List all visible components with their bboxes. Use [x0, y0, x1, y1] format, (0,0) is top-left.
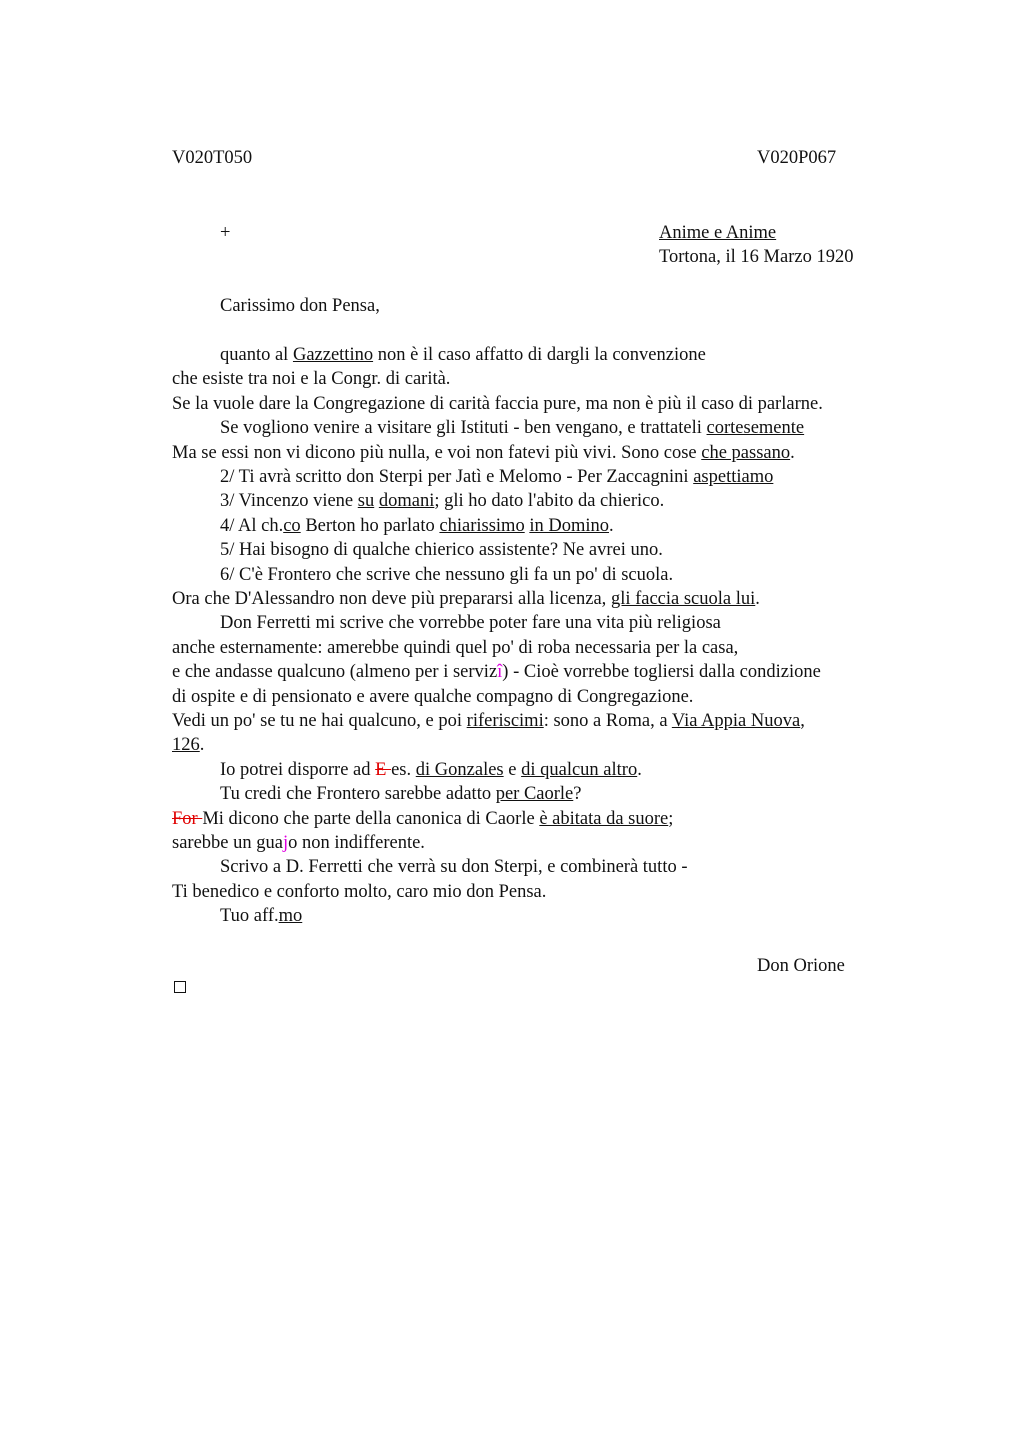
text-segment: e	[503, 759, 522, 780]
body-line	[220, 782, 581, 806]
body-line	[220, 855, 688, 879]
underlined-text: aspettiamo	[693, 467, 774, 487]
body-line	[220, 416, 804, 440]
underlined-text: Via Appia Nuova	[671, 711, 801, 731]
text-segment: Io potrei disporre ad	[220, 759, 376, 780]
body-line	[172, 441, 795, 465]
deleted-text: For	[172, 808, 203, 829]
underlined-text: è abitata da suore	[539, 808, 669, 829]
text-segment: .	[637, 759, 642, 780]
text-segment: .	[199, 735, 205, 756]
text-segment: Se la vuole dare la Congregazione di carità faccia pure, ma non è più il caso di parlarne.	[172, 393, 823, 414]
underlined-text: che passano	[701, 442, 791, 463]
document-code-right: V020P067	[757, 148, 837, 168]
body-line	[172, 880, 546, 904]
text-segment: di ospite e di pensionato e avere qualche compagno di Congregazione.	[172, 686, 694, 707]
cross-symbol: +	[220, 223, 231, 243]
body-line	[220, 611, 721, 635]
text-segment: ;	[668, 808, 674, 829]
text-segment: Ora che D'Alessandro non deve più prepararsi alla licenza,	[172, 589, 611, 609]
body-line	[220, 343, 706, 367]
body-line	[220, 514, 614, 538]
text-segment: Tu credi che Frontero sarebbe adatto	[220, 784, 496, 805]
underlined-text: mo	[278, 906, 303, 927]
body-line	[220, 465, 773, 489]
text-segment: .	[790, 442, 795, 463]
text-segment: : sono a Roma, a	[543, 711, 672, 731]
letter-heading-title: Anime e Anime	[659, 223, 777, 243]
body-line	[172, 831, 425, 855]
body-line	[172, 733, 204, 757]
text-segment: Se vogliono venire a visitare gli Istituti - ben vengano, e trattateli	[220, 418, 707, 439]
underlined-text: co	[283, 515, 301, 536]
underlined-text: 126	[172, 735, 200, 756]
empty-checkbox-mark	[174, 981, 186, 993]
text-segment: Vedi un po' se tu ne hai qualcuno, e poi	[172, 711, 467, 731]
underlined-text: per Caorle	[495, 784, 574, 805]
underlined-text: Gazzettino	[292, 345, 374, 365]
body-line	[220, 489, 664, 513]
text-segment: 5/ Hai bisogno di qualche chierico assistente? Ne avrei uno.	[220, 540, 663, 561]
text-segment: 6/ C'è Frontero che scrive che nessuno gli fa un po' di scuola.	[220, 564, 674, 585]
body-line	[172, 709, 805, 733]
text-segment: Don Ferretti mi scrive che vorrebbe poter fare una vita più religiosa	[220, 613, 721, 634]
salutation: Carissimo don Pensa,	[220, 296, 380, 316]
text-segment: sarebbe un gua	[172, 833, 283, 853]
body-line	[220, 538, 663, 562]
body-line	[172, 367, 450, 391]
inserted-text: î	[497, 662, 503, 683]
text-segment: Ma se essi non vi dicono più nulla, e voi non fatevi più vivi. Sono cose	[172, 442, 702, 463]
text-segment: Ti benedico e conforto molto, caro mio don Pensa.	[172, 881, 547, 902]
text-segment: quanto al	[220, 345, 293, 365]
body-line	[172, 660, 821, 684]
underlined-text: cortesemente	[706, 418, 805, 439]
underlined-text: di qualcun altro	[521, 759, 638, 780]
text-segment: Mi dicono che parte della canonica di Caorle	[202, 808, 540, 829]
underlined-text: riferiscimi	[466, 711, 544, 731]
text-segment: .	[608, 515, 614, 536]
text-segment: che esiste tra noi e la Congr. di carità.	[172, 369, 451, 390]
body-line	[220, 563, 673, 587]
text-segment: ) - Cioè vorrebbe togliersi dalla condizione	[502, 662, 821, 683]
text-segment: .	[755, 589, 760, 609]
text-segment: e che andasse qualcuno (almeno per i serviz	[172, 662, 498, 683]
body-line	[220, 904, 302, 928]
text-segment: es.	[391, 759, 416, 780]
body-line	[172, 636, 738, 660]
body-line	[172, 807, 673, 831]
underlined-text: chiarissimo	[439, 515, 525, 536]
text-segment: ; gli ho dato l'abito da chierico.	[434, 491, 665, 512]
body-line	[220, 758, 642, 782]
text-segment: Berton ho parlato	[300, 515, 440, 536]
body-line	[172, 587, 760, 611]
underlined-text: domani	[378, 491, 435, 512]
text-segment: 3/ Vincenzo viene	[220, 491, 358, 512]
text-segment: Scrivo a D. Ferretti che verrà su don Sterpi, e combinerà tutto -	[220, 857, 688, 878]
underlined-text: su	[357, 491, 375, 512]
text-segment: ?	[573, 784, 582, 805]
text-segment: Tuo aff.	[220, 906, 279, 927]
body-line	[172, 685, 693, 709]
text-segment: o non indifferente.	[288, 833, 425, 853]
text-segment: anche esternamente: amerebbe quindi quel po' di roba necessaria per la casa,	[172, 637, 739, 658]
text-segment: 2/ Ti avrà scritto don Sterpi per Jatì e Melomo - Per Zaccagnini	[220, 467, 694, 487]
deleted-text: E	[375, 759, 392, 780]
text-segment: non è il caso affatto di dargli la convenzione	[373, 345, 706, 365]
document-code-left: V020T050	[172, 148, 253, 168]
underlined-text: di Gonzales	[415, 759, 504, 780]
body-line	[172, 392, 823, 416]
signature: Don Orione	[757, 956, 845, 976]
underlined-text: gli faccia scuola lui	[610, 589, 756, 609]
letter-place-date: Tortona, il 16 Marzo 1920	[659, 247, 854, 267]
underlined-text: in Domino	[529, 515, 609, 536]
text-segment: 4/ Al ch.	[220, 515, 284, 536]
inserted-text: j	[282, 833, 289, 853]
text-segment: ,	[800, 711, 805, 731]
